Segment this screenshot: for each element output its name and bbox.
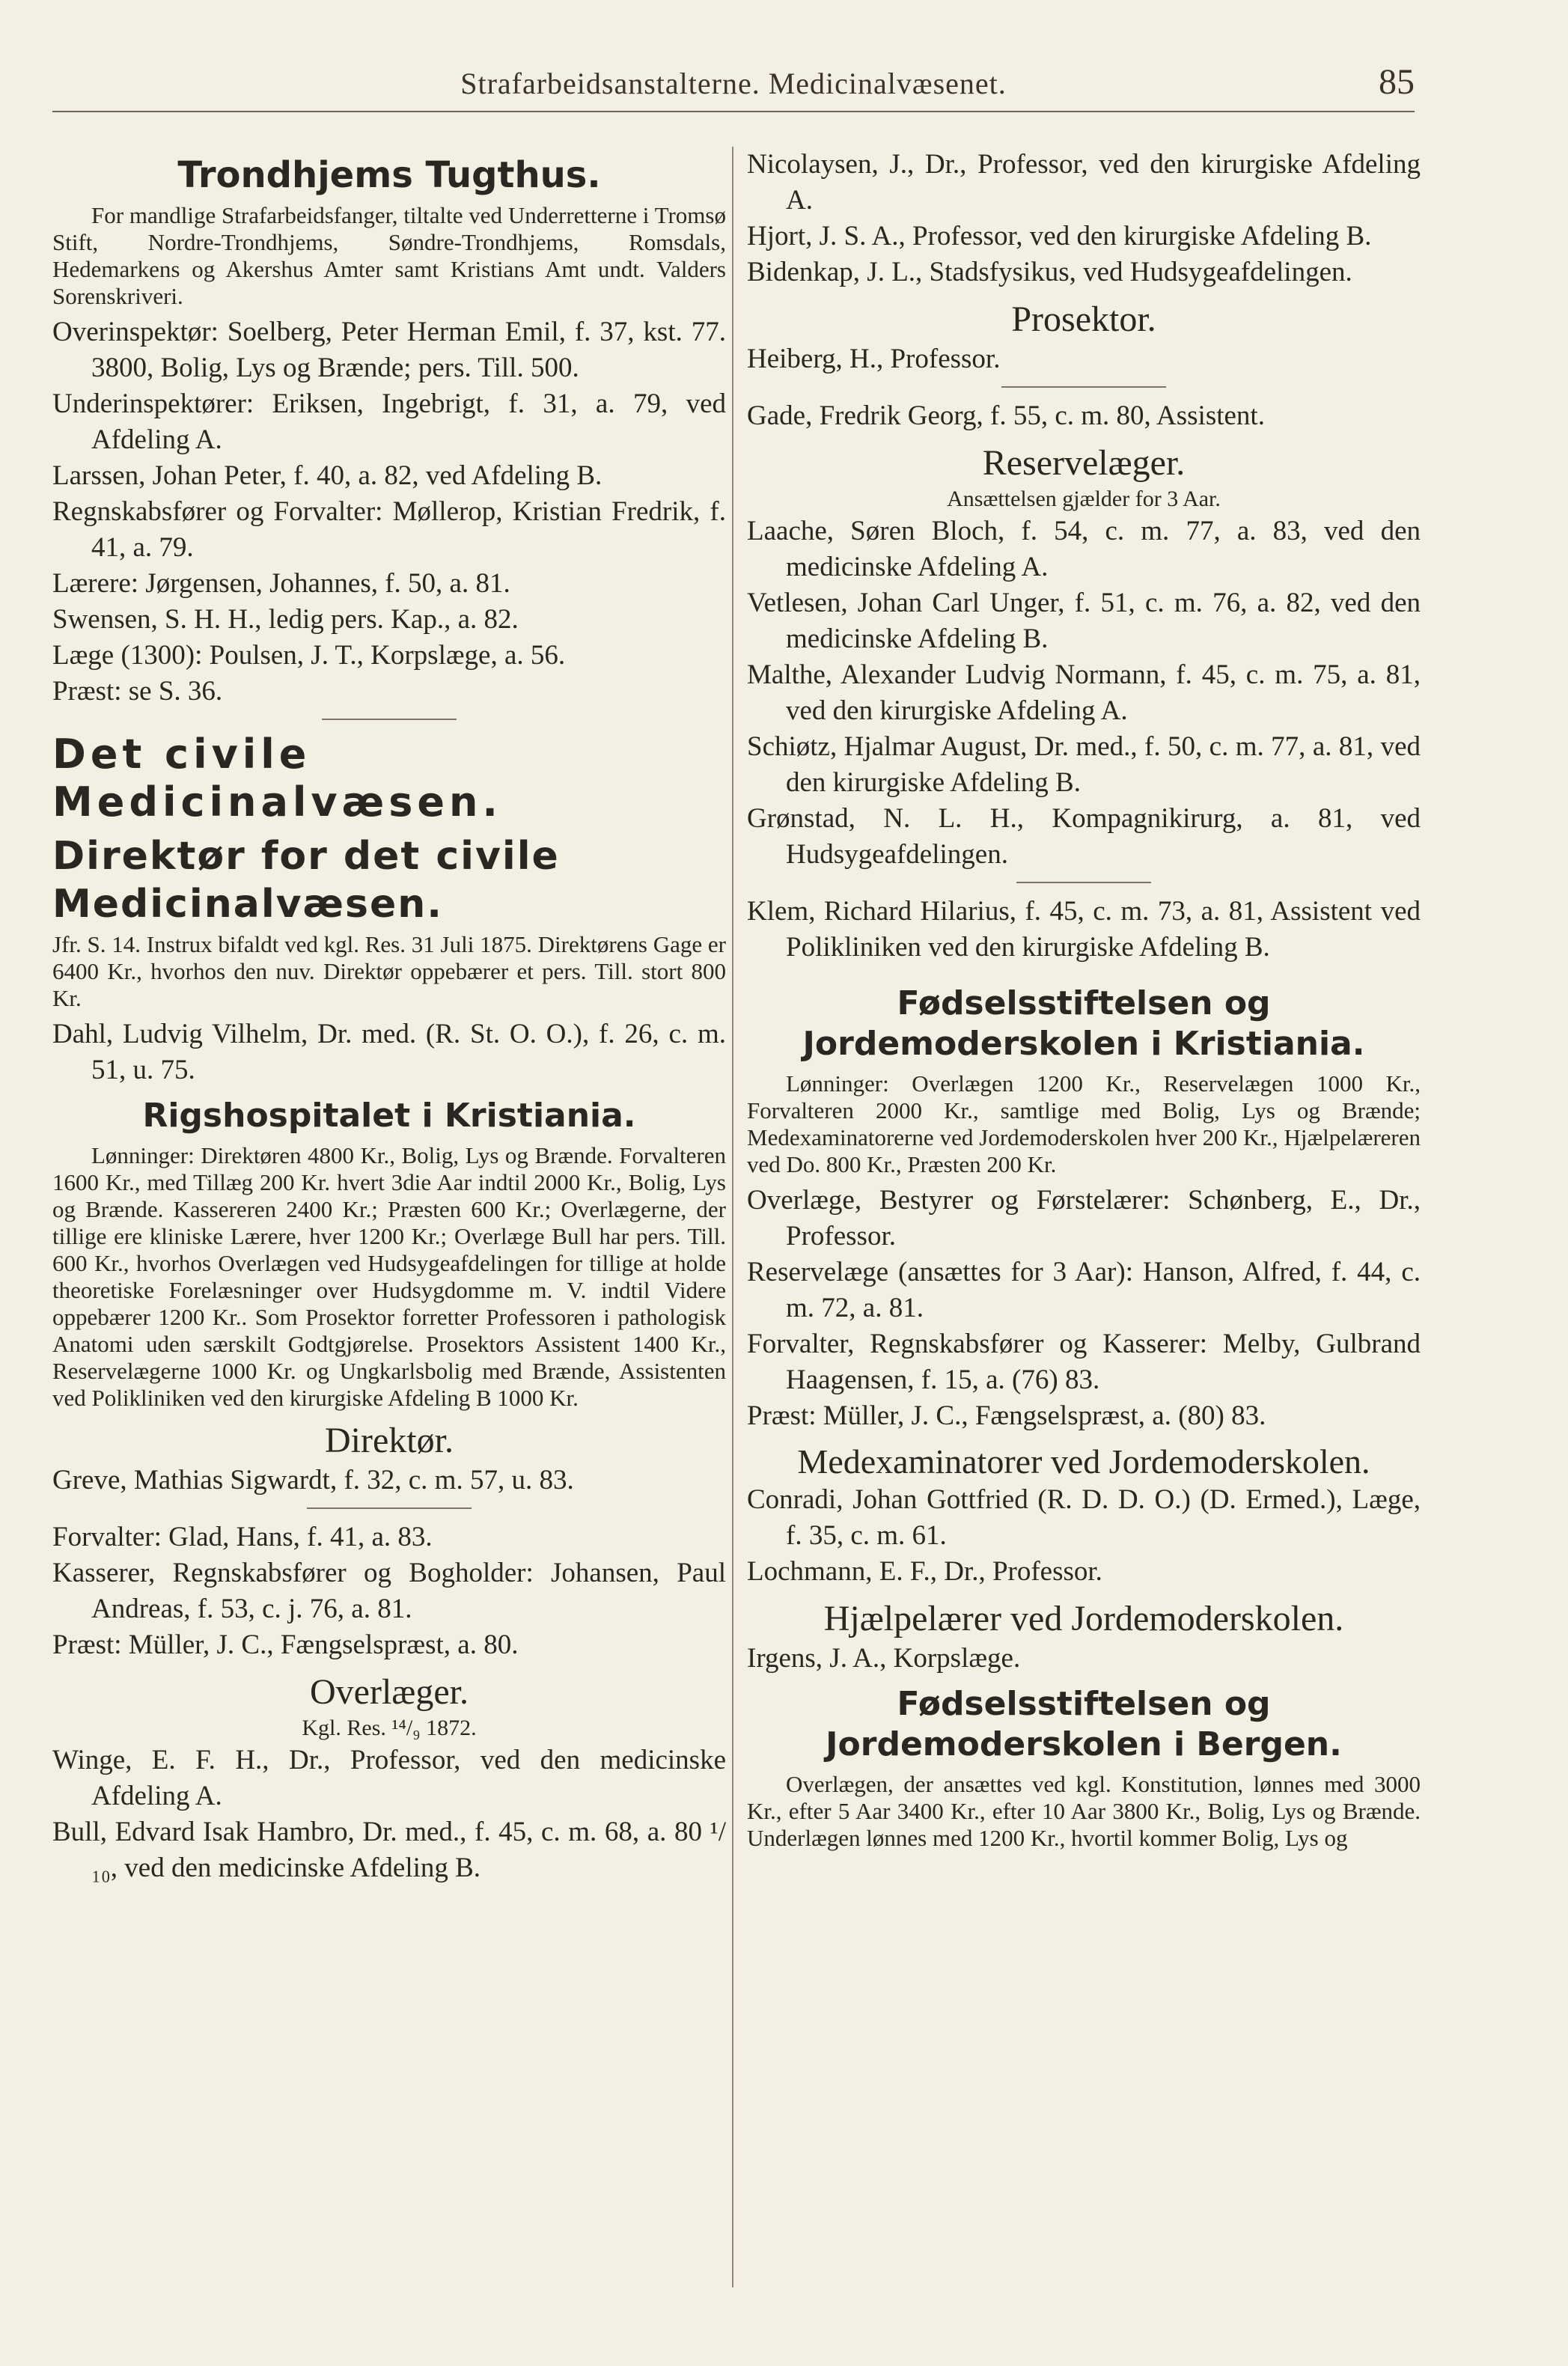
overlaege-entry: Overlæge, Bestyrer og Førstelærer: Schønberg, E., Dr., Professor. [747, 1185, 1421, 1251]
praest-entry: Præst: se S. 36. [52, 676, 223, 707]
hjaelpelaerer-heading: Hjælpelærer ved Jordemoderskolen. [823, 1599, 1344, 1638]
direktor-heading: Direktør for det civile Medicinalvæsen. [52, 834, 560, 927]
greve-entry: Greve, Mathias Sigwardt, f. 32, c. m. 57, u. 83. [52, 1465, 574, 1495]
rigshospitalet-heading: Rigshospitalet i Kristiania. [142, 1097, 636, 1135]
overlaeger-heading: Overlæger. [310, 1672, 469, 1712]
malthe-entry: Malthe, Alexander Ludvig Normann, f. 45, c. m. 75, a. 81, ved den kirurgiske Afdeling A. [747, 659, 1421, 726]
heiberg-entry: Heiberg, H., Professor. [747, 344, 1001, 374]
nicolaysen-entry: Nicolaysen, J., Dr., Professor, ved den kirurgiske Afdeling A. [747, 149, 1421, 216]
reservelaeger-note: Ansættelsen gjælder for 3 Aar. [947, 487, 1221, 511]
laache-entry: Laache, Søren Bloch, f. 54, c. m. 77, a. 83, ved den medicinske Afdeling A. [747, 516, 1421, 582]
klem-entry: Klem, Richard Hilarius, f. 45, c. m. 73, a. 81, Assistent ved Polikliniken ved den kirurgiske Afdeling B. [747, 896, 1421, 963]
rigshospitalet-note: Lønninger: Direktøren 4800 Kr., Bolig, Lys og Brænde. Forvalteren 1600 Kr., med Tillæg 200 Kr. hvert 3die Aar indtil 2000 Kr., Bolig, Lys og Brænde. Kassereren 2400 Kr.; Præsten 600 Kr.; Overlægerne, der tillige ere kliniske Lærere, hver 1200 Kr.; Overlæge Bull har pers. Till. 600 Kr., hvorhos Overlægen ved Hudsygeafdelingen for tillige at holde theoretiske Forelæsninger over Hudsygdomme m. V. indtil Videre oppebærer 1200 Kr.. Som Prosektor forretter Professoren i pathologisk Anatomi uden særskilt Godtgjørelse. Prosektors Assistent 1400 Kr., Reservelægerne 1000 Kr. og Ungkarlsbolig med Brænde, Assistenten ved Polikliniken ved den kirurgiske Afdeling B 1000 Kr. [52, 1142, 726, 1411]
fodsel-kristiania-heading: Fødselsstiftelsen og Jordemoderskolen i Kristiania. [802, 984, 1365, 1063]
overlaeger-note: Kgl. Res. ¹⁴/₉ 1872. [302, 1716, 477, 1740]
irgens-entry: Irgens, J. A., Korpslæge. [747, 1643, 1021, 1674]
laerer-entry: Swensen, S. H. H., ledig pers. Kap., a. 82. [52, 604, 519, 635]
hjort-entry: Hjort, J. S. A., Professor, ved den kirurgiske Afdeling B. [747, 221, 1372, 251]
trondhjems-heading: Trondhjems Tugthus. [177, 154, 601, 196]
forvalter-entry: Forvalter, Regnskabsfører og Kasserer: Melby, Gulbrand Haagensen, f. 15, a. (76) 83. [747, 1329, 1421, 1395]
conradi-entry: Conradi, Johan Gottfried (R. D. D. O.) (D. Ermed.), Læge, f. 35, c. m. 61. [747, 1484, 1421, 1551]
fodsel-kristiania-note: Lønninger: Overlægen 1200 Kr., Reservelægen 1000 Kr., Forvalteren 2000 Kr., samtlige med Bolig, Lys og Brænde; Medexaminatorerne ved Jordemoderskolen hver 200 Kr., Hjælpelæreren ved Do. 800 Kr., Præsten 200 Kr. [747, 1070, 1421, 1177]
divider [1001, 386, 1166, 388]
direktor-note: Jfr. S. 14. Instrux bifaldt ved kgl. Res. 31 Juli 1875. Direktørens Gage er 6400 Kr., hvorhos den nuv. Direktør oppebærer et pers. Till. stort 800 Kr. [52, 931, 726, 1011]
reservelaeger-heading: Reservelæger. [982, 443, 1186, 483]
underinspektor-entry: Underinspektører: Eriksen, Ingebrigt, f. 31, a. 79, ved Afdeling A. [52, 388, 726, 455]
gade-entry: Gade, Fredrik Georg, f. 55, c. m. 80, Assistent. [747, 400, 1265, 431]
column-divider [732, 147, 733, 2287]
running-title: Strafarbeidsanstalterne. Medicinalvæsenet. [460, 67, 1007, 100]
regnskabsforer-entry: Regnskabsfører og Forvalter: Møllerop, Kristian Fredrik, f. 41, a. 79. [52, 496, 726, 563]
gronstad-entry: Grønstad, N. L. H., Kompagnikirurg, a. 81, ved Hudsygeafdelingen. [747, 803, 1421, 870]
medexaminatorer-heading: Medexaminatorer ved Jordemoderskolen. [797, 1442, 1370, 1481]
underinspektor-entry: Larssen, Johan Peter, f. 40, a. 82, ved Afdeling B. [52, 460, 603, 491]
bidenkap-entry: Bidenkap, J. L., Stadsfysikus, ved Hudsygeafdelingen. [747, 257, 1352, 287]
vetlesen-entry: Vetlesen, Johan Carl Unger, f. 51, c. m. 76, a. 82, ved den medicinske Afdeling B. [747, 588, 1421, 654]
overinspektor-entry: Overinspektør: Soelberg, Peter Herman Emil, f. 37, kst. 77. 3800, Bolig, Lys og Brænde; pers. Till. 500. [52, 317, 726, 383]
laege-entry: Læge (1300): Poulsen, J. T., Korpslæge, a. 56. [52, 640, 566, 671]
dahl-entry: Dahl, Ludvig Vilhelm, Dr. med. (R. St. O. O.), f. 26, c. m. 51, u. 75. [52, 1019, 726, 1085]
schiotz-entry: Schiøtz, Hjalmar August, Dr. med., f. 50, c. m. 77, a. 81, ved den kirurgiske Afdeling B. [747, 731, 1421, 798]
kasserer-entry: Kasserer, Regnskabsfører og Bogholder: Johansen, Paul Andreas, f. 53, c. j. 76, a. 81. [52, 1558, 726, 1624]
reservelaege-entry: Reservelæge (ansættes for 3 Aar): Hanson, Alfred, f. 44, c. m. 72, a. 81. [747, 1257, 1421, 1323]
civile-heading: Det civile Medicinalvæsen. [52, 731, 502, 826]
bull-entry: Bull, Edvard Isak Hambro, Dr. med., f. 45, c. m. 68, a. 80 ¹/₁₀, ved den medicinske Afdeling B. [52, 1817, 726, 1883]
page-number: 85 [1379, 62, 1415, 102]
trondhjems-note: For mandlige Strafarbeidsfanger, tiltalte ved Underretterne i Tromsø Stift, Nordre-Trondhjems, Søndre-Trondhjems, Romsdals, Hedemarkens og Akershus Amter samt Kristians Amt undt. Valders Sorenskriveri. [52, 202, 726, 309]
spacer [747, 966, 1421, 976]
praest-entry: Præst: Müller, J. C., Fængselspræst, a. (80) 83. [747, 1400, 1266, 1431]
fodsel-bergen-heading: Fødselsstiftelsen og Jordemoderskolen i Bergen. [826, 1685, 1342, 1763]
lochmann-entry: Lochmann, E. F., Dr., Professor. [747, 1556, 1102, 1587]
divider [1016, 882, 1151, 883]
forvalter-entry: Forvalter: Glad, Hans, f. 41, a. 83. [52, 1522, 433, 1552]
right-column [747, 147, 1421, 2317]
direktor-subheading: Direktør. [325, 1421, 454, 1460]
left-column [52, 147, 726, 2317]
praest-entry: Præst: Müller, J. C., Fængselspræst, a. 80. [52, 1629, 519, 1660]
divider [307, 1507, 472, 1509]
divider [322, 719, 457, 720]
fodsel-bergen-note: Overlægen, der ansættes ved kgl. Konstitution, lønnes med 3000 Kr., efter 5 Aar 3400 Kr., efter 10 Aar 3800 Kr., Bolig, Lys og Brænde. Underlægen lønnes med 1200 Kr., hvortil kommer Bolig, Lys og [747, 1771, 1421, 1851]
winge-entry: Winge, E. F. H., Dr., Professor, ved den medicinske Afdeling A. [52, 1745, 726, 1811]
laerer-entry: Lærere: Jørgensen, Johannes, f. 50, a. 81. [52, 568, 510, 599]
prosektor-heading: Prosektor. [1011, 299, 1156, 339]
page-header [52, 62, 1415, 112]
